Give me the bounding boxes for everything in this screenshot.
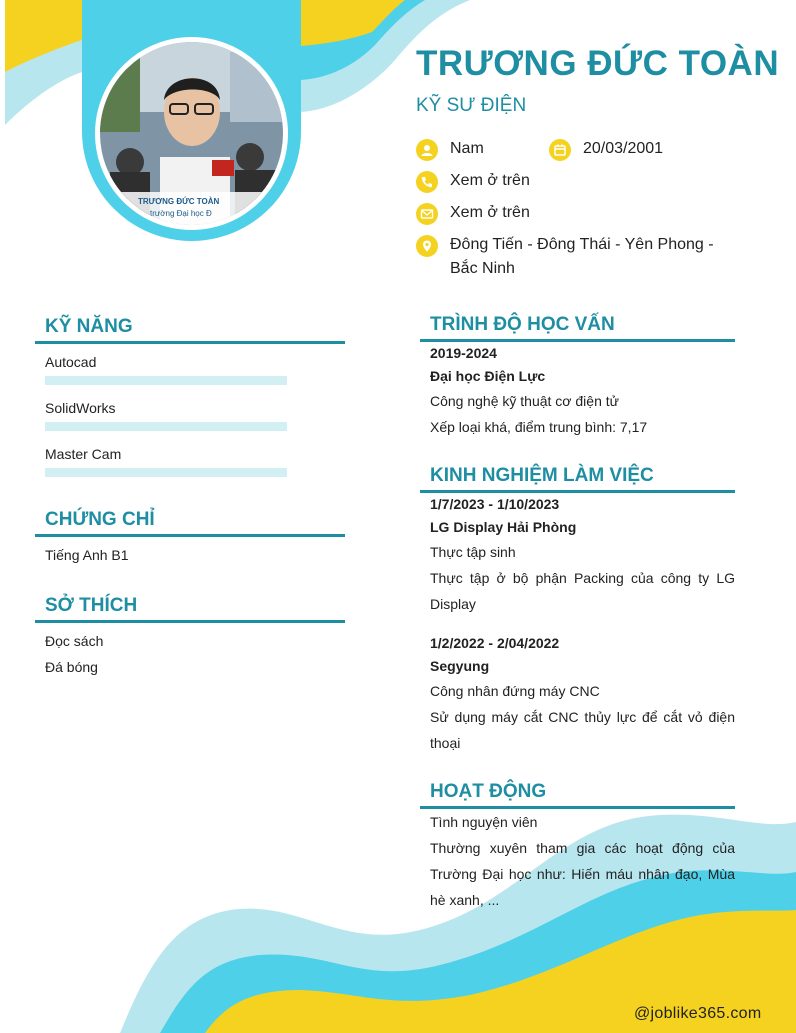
user-icon: [416, 139, 438, 161]
photo-caption-2: trường Đại học Đ: [150, 209, 212, 218]
skill-bar: [45, 468, 287, 477]
skill-name: Master Cam: [45, 446, 122, 462]
job-description: Sử dụng máy cắt CNC thủy lực để cắt vỏ điện thoại: [430, 709, 735, 751]
certificates-title: CHỨNG CHỈ: [45, 509, 155, 530]
hobby-item: Đọc sách: [45, 633, 104, 649]
info-gender: [416, 140, 484, 161]
certificate-item: Tiếng Anh B1: [45, 547, 129, 563]
activities-title: HOẠT ĐỘNG: [430, 781, 547, 802]
profile-photo: [100, 42, 283, 225]
candidate-name: TRƯƠNG ĐỨC TOÀN: [416, 44, 780, 83]
certificates-divider: [35, 534, 345, 537]
experience-title: KINH NGHIỆM LÀM VIỆC: [430, 465, 654, 486]
activity-role: Tình nguyện viên: [430, 814, 538, 830]
skill-bar: [45, 376, 287, 385]
activities-divider: [420, 806, 735, 809]
hobbies-title: SỞ THÍCH: [45, 595, 138, 616]
job-company: Segyung: [430, 658, 490, 674]
calendar-icon: [549, 139, 571, 161]
avatar: [95, 37, 288, 230]
address-value: Đông Tiến - Đông Thái - Yên Phong - Bắc Ninh: [450, 236, 714, 277]
education-divider: [420, 339, 735, 342]
info-email: [416, 204, 530, 225]
gender-value: Nam: [450, 140, 484, 157]
birthday-value: 20/03/2001: [583, 140, 664, 157]
job-period: 1/7/2023 - 1/10/2023: [430, 496, 560, 512]
job-period: 1/2/2022 - 2/04/2022: [430, 635, 560, 651]
education-result: Xếp loại khá, điểm trung bình: 7,17: [430, 419, 648, 435]
job-position: Công nhân đứng máy CNC: [430, 683, 600, 699]
info-birthday: [549, 140, 663, 161]
skill-bar: [45, 422, 287, 431]
watermark: @joblike365.com: [634, 1005, 762, 1022]
mail-icon: [416, 203, 438, 225]
hobbies-divider: [35, 620, 345, 623]
phone-icon: [416, 171, 438, 193]
activity-description: Thường xuyên tham gia các hoạt động của Trường Đại học như: Hiến máu nhân đạo, Mùa hè xanh, ...: [430, 840, 735, 908]
hobby-item: Đá bóng: [45, 659, 98, 675]
skills-title: KỸ NĂNG: [45, 316, 133, 337]
job-position: Thực tập sinh: [430, 544, 516, 560]
education-title: TRÌNH ĐỘ HỌC VẤN: [430, 314, 615, 335]
job-company: LG Display Hải Phòng: [430, 519, 577, 535]
experience-divider: [420, 490, 735, 493]
skill-name: SolidWorks: [45, 400, 116, 416]
phone-value: Xem ở trên: [450, 172, 530, 189]
email-value: Xem ở trên: [450, 204, 530, 221]
job-title: KỸ SƯ ĐIỆN: [416, 95, 527, 116]
info-address: [416, 236, 746, 281]
education-school: Đại học Điện Lực: [430, 368, 546, 384]
photo-caption-1: TRƯƠNG ĐỨC TOÀN: [138, 197, 220, 206]
location-icon: [416, 235, 438, 257]
job-description: Thực tập ở bộ phận Packing của công ty LG Display: [430, 570, 735, 612]
skills-divider: [35, 341, 345, 344]
education-period: 2019-2024: [430, 345, 497, 361]
info-phone: [416, 172, 530, 193]
education-major: Công nghệ kỹ thuật cơ điện tử: [430, 393, 619, 409]
skill-name: Autocad: [45, 354, 97, 370]
